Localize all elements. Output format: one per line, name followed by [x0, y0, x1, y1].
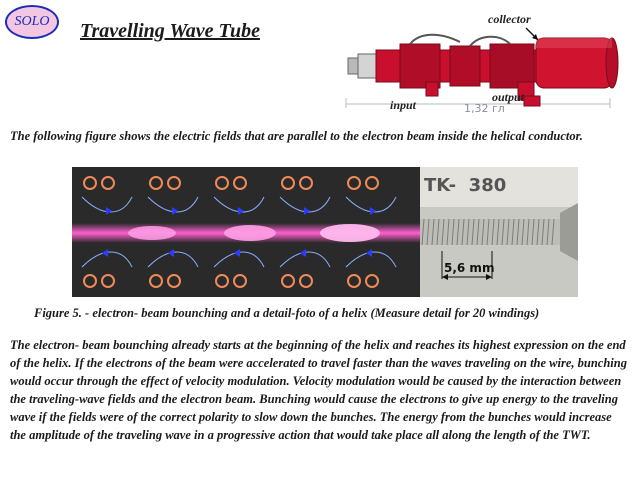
- helix-photo: [420, 167, 578, 297]
- helix-measure-label: 5,6 mm: [444, 261, 495, 275]
- intro-text: The following figure shows the electric fields that are parallel to the electron beam inside the helical conductor.: [10, 129, 583, 143]
- body-paragraph: The electron- beam bounching already starts at the beginning of the helix and reaches its highest expression on the end of the helix. If the electrons of the beam were accelerated to travel faster than the waves traveling on the wire, bunching would occur through the effect of velocity modulation. Velocity modulation would be caused by the interaction between the traveling-wave fields and the electron beam. Bunching would cause the electrons to give up energy to the traveling wave if the fields were of the correct polarity to slow down the bunches. The energy from the bunches would increase the amplitude of the traveling wave in a progressive action that would take place all along the length of the TWT.: [10, 338, 627, 442]
- scale-label: 1,32 гл: [464, 102, 505, 115]
- page-title: Travelling Wave Tube: [80, 20, 260, 42]
- collector-label: collector: [488, 12, 531, 26]
- input-label: input: [390, 98, 417, 112]
- output-label: output: [492, 90, 525, 104]
- tube-photo: [340, 8, 632, 118]
- figure-caption: Figure 5. - electron- beam bounching and a detail-foto of a helix (Measure detail for 20 windings): [34, 306, 540, 320]
- helix-marking: TK- 380: [424, 175, 507, 196]
- solo-badge: SOLO: [5, 5, 59, 39]
- field-diagram: [72, 167, 420, 297]
